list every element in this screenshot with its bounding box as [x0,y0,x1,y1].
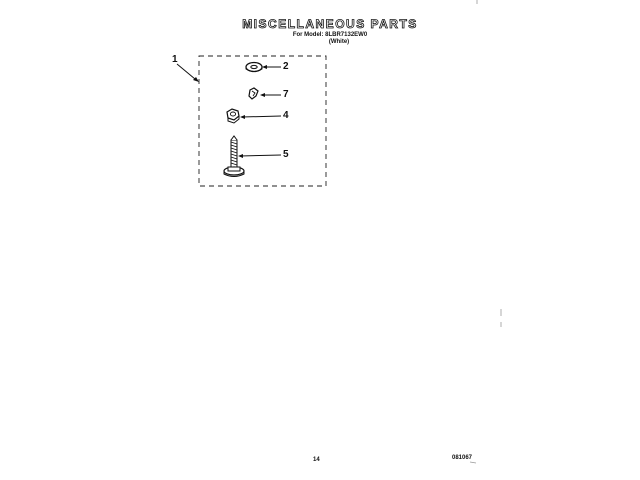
scan-mark-bottom [470,462,476,463]
model-number-line: For Model: 8LBR7132EW0 [292,32,368,38]
document-code: 081067 [452,455,473,461]
hex-nut-icon [227,109,239,123]
leader-arrow-4 [240,115,245,119]
callout-7: 7 [283,89,289,100]
leader-arrow-5 [238,154,243,158]
leader-line-5 [240,155,281,156]
washer-icon [246,63,262,72]
callout-2: 2 [283,61,289,72]
page-title: MISCELLANEOUS PARTS [242,17,418,31]
clip-icon [249,88,258,99]
callout-5: 5 [283,149,289,160]
page-number: 14 [313,457,320,463]
parts-group-box [199,56,326,186]
callout-1: 1 [172,54,178,65]
leader-line-4 [242,116,281,117]
leader-arrow-2 [262,65,267,69]
color-line: (White) [328,39,350,45]
leader-line-1 [177,64,195,79]
leader-arrow-7 [260,93,265,97]
callout-4: 4 [283,110,289,121]
